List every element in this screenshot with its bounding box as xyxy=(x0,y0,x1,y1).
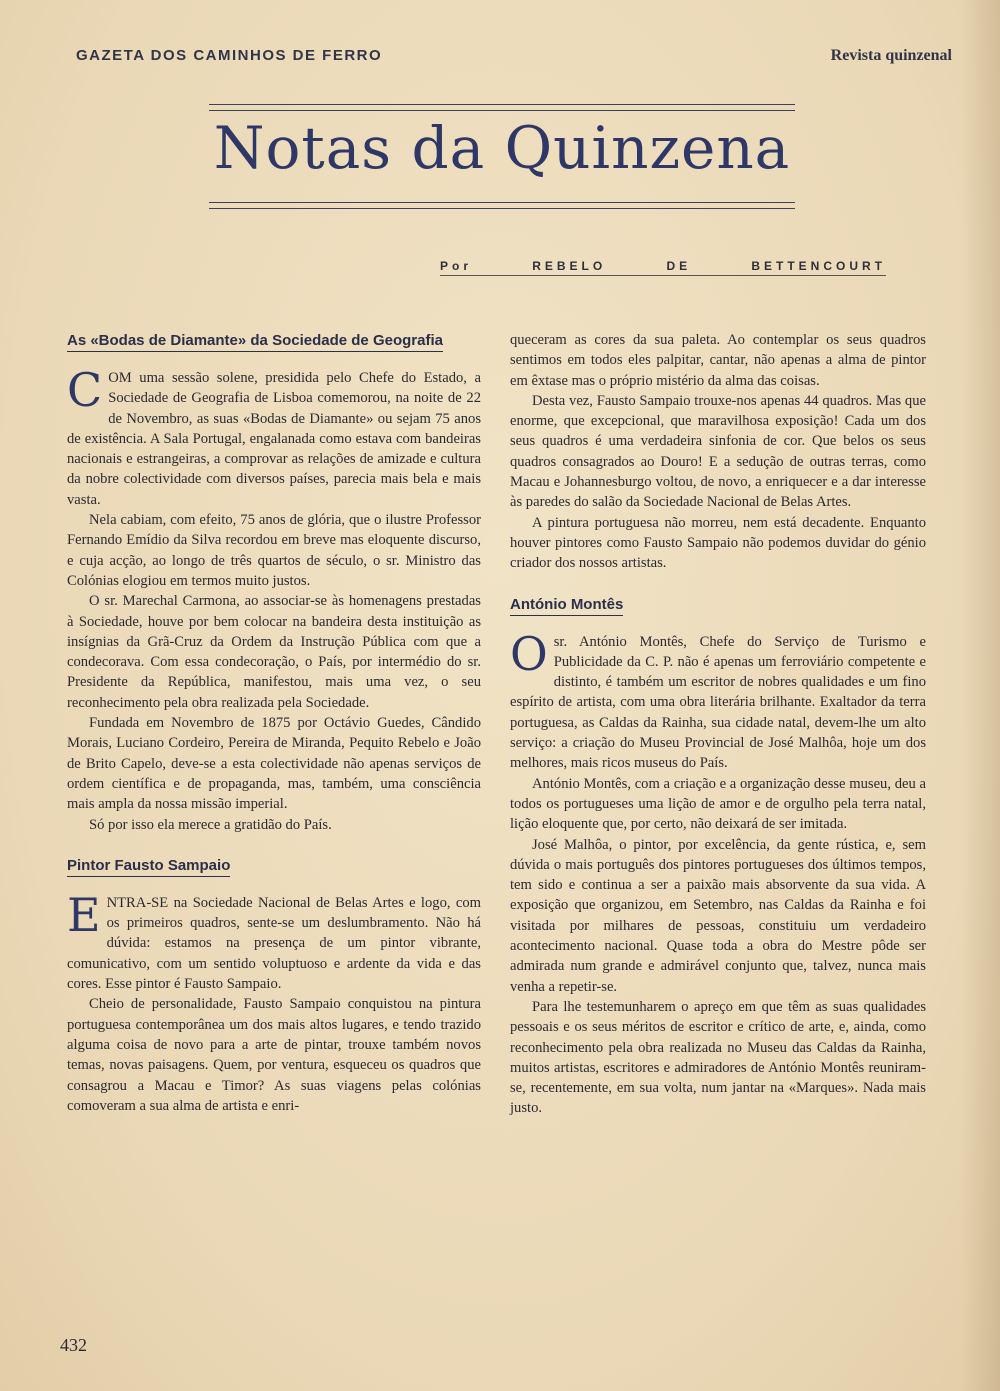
title-frame xyxy=(209,104,795,211)
title-rule xyxy=(209,202,795,203)
paragraph: Só por isso ela merece a gratidão do País. xyxy=(89,816,332,833)
byline xyxy=(440,259,886,273)
journal-name: GAZETA DOS CAMINHOS DE FERRO xyxy=(76,47,383,64)
byline-word: BETTENCOURT xyxy=(751,259,886,273)
drop-cap: O xyxy=(510,626,548,681)
byline-word: REBELO xyxy=(532,259,607,273)
section-title-montes: António Montês xyxy=(510,592,926,618)
paragraph: O sr. Marechal Carmona, ao associar-se às homenagens prestadas à Sociedade, houve por bem colocar na bandeira desta instituição as insígnias da Grã-Cruz da Ordem da Instrução Pública com que a condecorava. Com essa condecoração, o País, por intermédio do sr. Presidente da República, manifestou, mais uma vez, o seu reconhecimento pela obra realizada pela Sociedade. xyxy=(67,593,481,711)
paragraph: Desta vez, Fausto Sampaio trouxe-nos apenas 44 quadros. Mas que enorme, que excepcional, que maravilhosa exposição! Cada um dos seus quadros é uma verdadeira sinfonia de cor. Que belos os seus quadros consagrados ao Douro! E a sedução de outras terras, como Macau e Johannesburgo voltou, de novo, a enriquecer e a dar interesse às paredes do salão da Sociedade Nacional de Belas Artes. xyxy=(510,392,926,511)
paragraph: COM uma sessão solene, presidida pelo Chefe do Estado, a Sociedade de Geografia de Lisboa comemorou, na noite de 22 de Novembro, as suas «Bodas de Diamante» ou sejam 75 anos de existência. A Sala Portugal, engalanada como estava com bandeiras nacionais e estrangeiras, a comprovar as relações de amizade e cultura da nobre colectividade com diversos países, parecia mais bela e mais vasta. xyxy=(67,363,481,508)
article-title: Notas da Quinzena xyxy=(213,114,791,182)
page-number: 432 xyxy=(60,1335,87,1355)
left-column xyxy=(67,328,481,1116)
title-rule xyxy=(209,104,795,105)
title-rule xyxy=(209,208,795,209)
section-title-bodas: As «Bodas de Diamante» da Sociedade de Geografia xyxy=(67,328,481,354)
paragraph: Fundada em Novembro de 1875 por Octávio Guedes, Cândido Morais, Luciano Cordeiro, Pereira de Miranda, Pequito Rebelo e João de Brito Capelo, deve-se a esta colectividade não apenas serviços de ordem científica e de propaganda, mas, também, uma consciência mais ampla da nossa missão imperial. xyxy=(67,715,481,813)
section-title-fausto: Pintor Fausto Sampaio xyxy=(67,853,481,879)
paragraph: António Montês, com a criação e a organização desse museu, deu a todos os portugueses uma lição de amor e de orgulho pela terra natal, lição eloquente que, por certo, não deixará de ser imitada. xyxy=(510,775,926,833)
journal-subtitle: Revista quinzenal xyxy=(830,47,952,64)
paragraph: Nela cabiam, com efeito, 75 anos de glória, que o ilustre Professor Fernando Emídio da Silva recordou em breve mas eloquente discurso, e cuja acção, ao longo de três quartos de século, o sr. Ministro das Colónias elogiou em termos muito justos. xyxy=(67,512,481,589)
paragraph: A pintura portuguesa não morreu, nem está decadente. Enquanto houver pintores como Fausto Sampaio não podemos duvidar do génio criador dos nossos artistas. xyxy=(510,514,926,572)
byline-word: Por xyxy=(440,259,473,273)
spacer xyxy=(510,574,926,592)
paragraph: José Malhôa, o pintor, por excelência, da gente rústica, e, sem dúvida o mais português dos pintores portugueses dos últimos tempos, tem sido e continua a ser a paixão mais absorvente da sua vida. A exposição que organizou, em Setembro, nas Caldas da Rainha e foi visitada por milhares de pessoas, constituiu um verdadeiro acontecimento nacional. Quase toda a obra do Mestre pôde ser admirada num grande e admirável conjunto que, talvez, nunca mais venha a repetir-se. xyxy=(510,836,926,995)
paragraph: Para lhe testemunharem o apreço em que têm as suas qualidades pessoais e os seus méritos de escritor e crítico de arte, e, ainda, como reconhecimento pela obra realizada no Museu das Caldas da Rainha, muitos artistas, escritores e admiradores de António Montês reuniram-se, recentemente, em sua volta, num jantar na «Marques». Nada mais justo. xyxy=(510,998,926,1117)
title-rule xyxy=(209,110,795,111)
right-column xyxy=(510,330,926,1119)
paragraph: Cheio de personalidade, Fausto Sampaio conquistou na pintura portuguesa contemporânea um dos mais altos lugares, e tendo trazido alguma coisa de novo para a arte de pintar, trouxe também novos temas, novas paisagens. Quem, por ventura, esqueceu os quadros que consagrou a Macau e Timor? As suas viagens pelas colónias comoveram a sua alma de artista e enri- xyxy=(67,996,481,1114)
drop-cap: C xyxy=(67,363,103,417)
paragraph: ENTRA-SE na Sociedade Nacional de Belas Artes e logo, com os primeiros quadros, sente-se um deslumbramento. Não há dúvida: estamos na presença de um pintor vibrante, comunicativo, com um sentido voluptuoso e ardente da vida e das cores. Esse pintor é Fausto Sampaio. xyxy=(67,887,481,993)
drop-cap: E xyxy=(67,887,101,942)
byline-word: DE xyxy=(666,259,692,273)
paragraph: Osr. António Montês, Chefe do Serviço de Turismo e Publicidade da C. P. não é apenas um ferroviário competente e distinto, é também um escritor de nobres qualidades e um fino espírito de artista, com uma obra literária brilhante. Exaltador da terra portuguesa, as Caldas da Rainha, sua cidade natal, devem-lhe um alto serviço: a criação do Museu Provincial de José Malhôa, hoje um dos melhores, mais ricos museus do País. xyxy=(510,626,926,772)
page-edge-shadow xyxy=(960,0,1000,1391)
paragraph: queceram as cores da sua paleta. Ao contemplar os seus quadros sentimos em todos eles palpitar, cantar, não apenas a alma de pintor em êxtase mas o próprio mistério da alma das coisas. xyxy=(510,332,926,389)
spacer xyxy=(67,835,481,853)
byline-rule xyxy=(440,275,886,276)
